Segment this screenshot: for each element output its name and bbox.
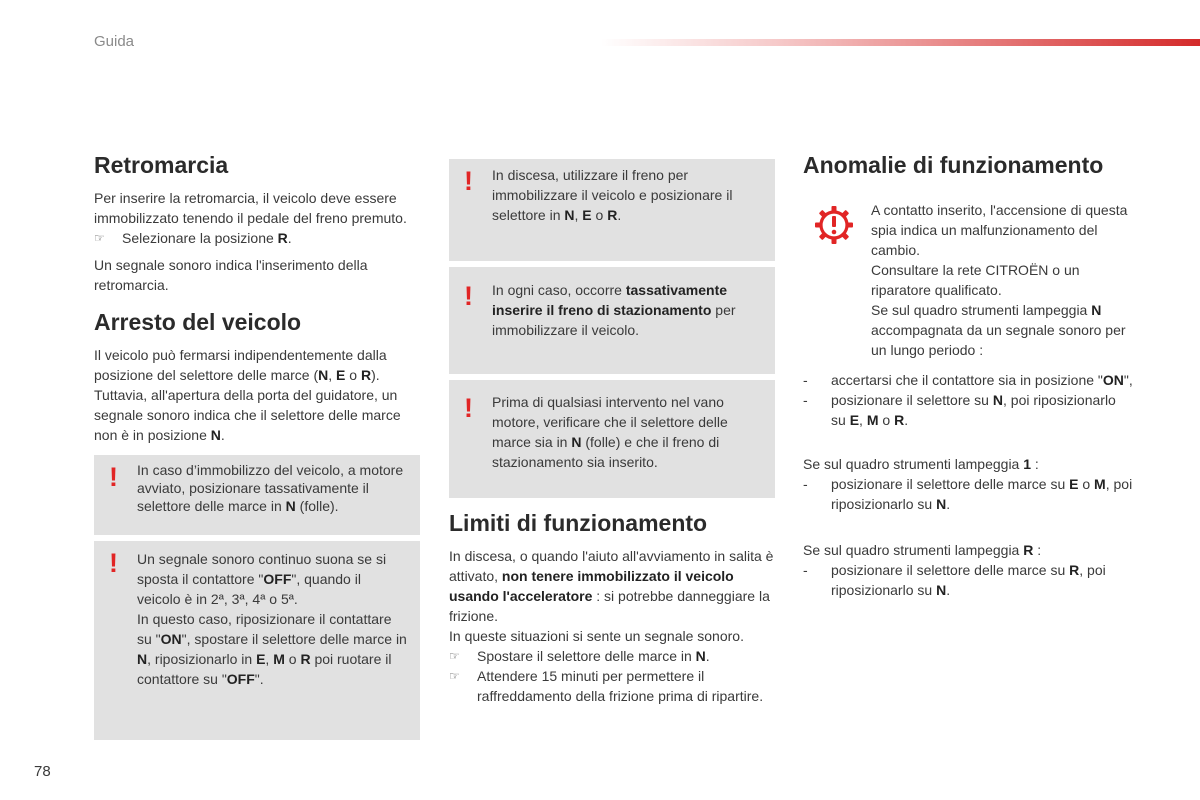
anomalie-title: Anomalie di funzionamento — [803, 152, 1104, 178]
header-accent-bar — [600, 39, 1200, 46]
limiti-title: Limiti di funzionamento — [449, 510, 708, 536]
retromarcia-title: Retromarcia — [94, 152, 229, 178]
anomalie-step-blink-r: - posizionare il selettore delle marce su R, poi riposizionarlo su N. — [803, 562, 1106, 598]
anomalie-blink-1: Se sul quadro strumenti lampeggia 1 : — [803, 456, 1039, 472]
anomalie-indicator-block — [803, 200, 1133, 360]
page-number: 78 — [34, 763, 51, 780]
warning-box-segnale-sonoro: ! Un segnale sonoro continuo suona se si sposta il contattore "OFF", quando il veicolo è in 2ª, 3ª, 4ª o 5ª. In questo caso, riposizionare il contattare su "ON", spostare il selettore delle marce in N, riposizionarlo in E, M o R poi ruotare il contattore su "OFF". — [94, 541, 420, 740]
retromarcia-note: Un segnale sonoro indica l'inserimento della retromarcia. — [94, 257, 368, 293]
retromarcia-intro: Per inserire la retromarcia, il veicolo deve essere immobilizzato tenendo il pedale del freno premuto. — [94, 190, 407, 226]
warning-exclamation-icon: ! — [464, 281, 473, 311]
header-section-label: Guida — [94, 33, 135, 50]
arresto-title: Arresto del veicolo — [94, 309, 302, 335]
column-right — [803, 150, 1133, 600]
pointing-hand-icon: ☞ — [449, 649, 460, 663]
pointing-hand-icon: ☞ — [449, 669, 460, 683]
limiti-step-2: ☞ Attendere 15 minuti per permettere il raffreddamento della frizione prima di ripartire. — [449, 668, 764, 704]
column-left — [94, 150, 420, 740]
gearbox-warning-icon — [812, 203, 856, 247]
arresto-text: Il veicolo può fermarsi indipendentemente dalla posizione del selettore delle marce (N, E o R). Tuttavia, all'apertura della porta del guidatore, un segnale sonoro indica che il selettore delle marce non è in posizione N. — [94, 347, 401, 443]
pointing-hand-icon: ☞ — [94, 231, 105, 245]
limiti-step-1: ☞ Spostare il selettore delle marce in N. — [449, 648, 710, 664]
warning-box-vano-motore: ! Prima di qualsiasi intervento nel vano motore, verificare che il selettore delle marce sia in N (folle) e che il freno di stazionamento sia inserito. — [449, 380, 775, 498]
warning-box-immobilizzo: ! In caso d’immobilizzo del veicolo, a motore avviato, posizionare tassativamente il selettore delle marce in N (folle). — [94, 455, 420, 535]
retromarcia-step: ☞ Selezionare la posizione R. — [94, 230, 292, 246]
anomalie-blink-n: Se sul quadro strumenti lampeggia N accompagnata da un segnale sonoro per un lungo periodo : — [871, 302, 1126, 358]
anomalie-step-selector: - posizionare il selettore su N, poi riposizionarlo su E, M o R. — [803, 392, 1116, 428]
warning-exclamation-icon: ! — [464, 393, 473, 423]
anomalie-consult: Consultare la rete CITROËN o un riparatore qualificato. — [871, 262, 1080, 298]
warning-box-freno-stazionamento: ! In ogni caso, occorre tassativamente inserire il freno di stazionamento per immobilizzare il veicolo. — [449, 267, 775, 374]
limiti-sound-note: In queste situazioni si sente un segnale sonoro. — [449, 628, 744, 644]
warning-box-discesa: ! In discesa, utilizzare il freno per immobilizzare il veicolo e posizionare il selettore in N, E o R. — [449, 159, 775, 261]
warning-exclamation-icon: ! — [109, 462, 118, 492]
warning-exclamation-icon: ! — [464, 166, 473, 196]
anomalie-step-on: - accertarsi che il contattore sia in posizione "ON", — [803, 372, 1133, 388]
anomalie-step-blink-1: - posizionare il selettore delle marce su E o M, poi riposizionarlo su N. — [803, 476, 1133, 512]
limiti-text: In discesa, o quando l'aiuto all'avviamento in salita è attivato, non tenere immobilizzato il veicolo usando l'acceleratore : si potrebbe danneggiare la frizione. — [449, 548, 774, 624]
anomalie-blink-r: Se sul quadro strumenti lampeggia R : — [803, 542, 1042, 558]
anomalie-intro: A contatto inserito, l'accensione di questa spia indica un malfunzionamento del cambio. — [871, 202, 1128, 258]
warning-exclamation-icon: ! — [109, 548, 118, 578]
column-middle — [449, 159, 775, 706]
